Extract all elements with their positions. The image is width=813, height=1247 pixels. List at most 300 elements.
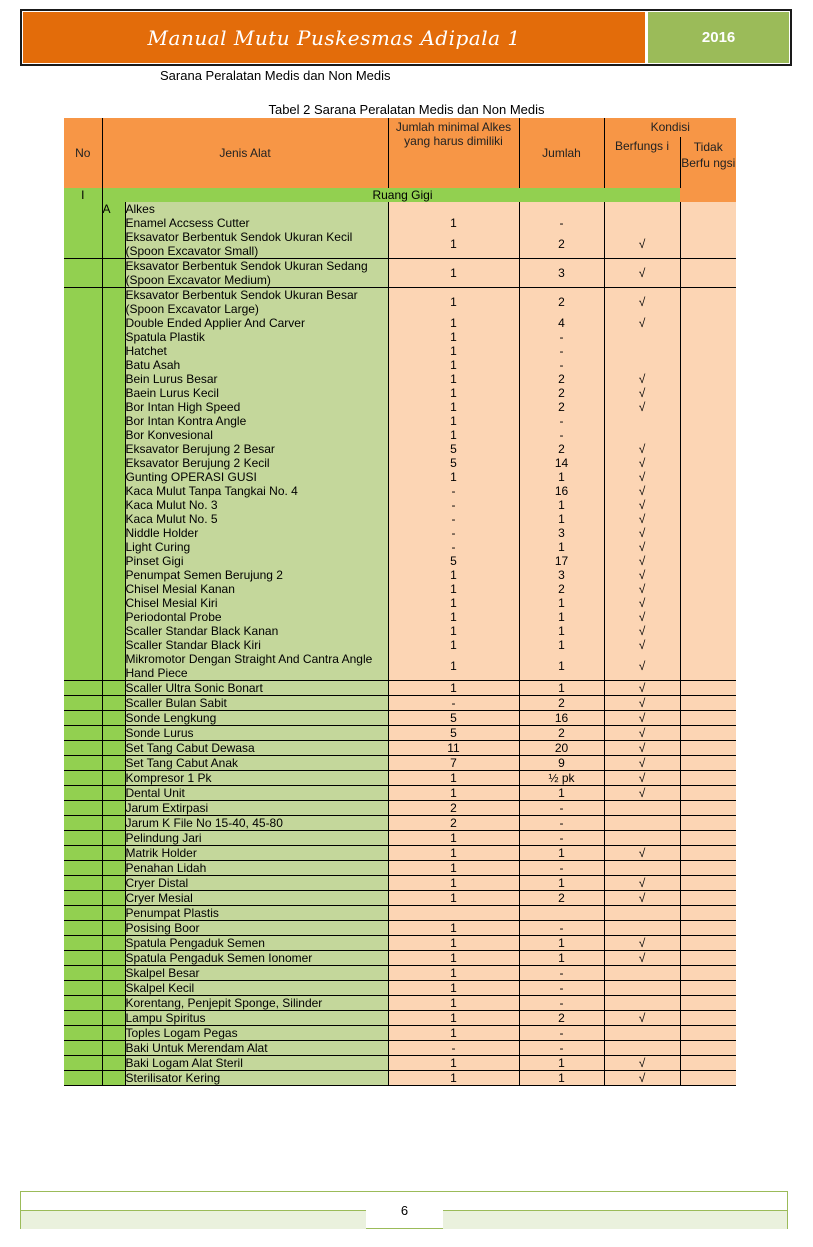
table-row	[64, 498, 736, 512]
table-row	[64, 1041, 736, 1056]
row-no-cell	[64, 540, 102, 554]
item-qty: -	[519, 330, 604, 344]
row-sub-cell	[102, 498, 125, 512]
item-qty: 1	[519, 540, 604, 554]
row-no-cell	[64, 596, 102, 610]
item-min-qty: 1	[388, 259, 519, 288]
item-qty: 1	[519, 846, 604, 861]
table-row	[64, 344, 736, 358]
row-sub-cell	[102, 428, 125, 442]
table-row	[64, 386, 736, 400]
item-min-qty: 1	[388, 981, 519, 996]
item-functional	[604, 801, 680, 816]
col-header-jumlah: Jumlah	[519, 118, 604, 188]
row-sub-cell	[102, 891, 125, 906]
item-not-functional	[680, 259, 736, 288]
item-not-functional	[680, 786, 736, 801]
table-row	[64, 400, 736, 414]
item-name: Spatula Plastik	[125, 330, 388, 344]
item-min-qty: 5	[388, 442, 519, 456]
item-min-qty: 1	[388, 316, 519, 330]
row-no-cell	[64, 230, 102, 259]
row-sub-cell	[102, 801, 125, 816]
item-name: Matrik Holder	[125, 846, 388, 861]
item-min-qty: -	[388, 484, 519, 498]
row-no-cell	[64, 259, 102, 288]
item-functional	[604, 831, 680, 846]
item-functional: √	[604, 696, 680, 711]
row-no-cell	[64, 456, 102, 470]
item-not-functional	[680, 711, 736, 726]
item-qty: 17	[519, 554, 604, 568]
row-no-cell	[64, 386, 102, 400]
item-functional: √	[604, 711, 680, 726]
item-name: Spatula Pengaduk Semen Ionomer	[125, 951, 388, 966]
row-sub-cell	[102, 906, 125, 921]
item-qty: -	[519, 1041, 604, 1056]
row-sub-cell	[102, 400, 125, 414]
table-row	[64, 1056, 736, 1071]
item-functional: √	[604, 596, 680, 610]
item-name: Spatula Pengaduk Semen	[125, 936, 388, 951]
item-qty: 9	[519, 756, 604, 771]
row-no-cell	[64, 726, 102, 741]
item-qty: 1	[519, 512, 604, 526]
item-name: Pinset Gigi	[125, 554, 388, 568]
item-qty: -	[519, 801, 604, 816]
col-header-kondisi: Kondisi	[604, 118, 736, 137]
table-row	[64, 288, 736, 317]
item-functional: √	[604, 846, 680, 861]
item-min-qty: 2	[388, 816, 519, 831]
item-name: Eksavator Berbentuk Sendok Ukuran Besar (Spoon Excavator Large)	[125, 288, 388, 317]
item-functional	[604, 996, 680, 1011]
item-not-functional	[680, 414, 736, 428]
row-no-cell	[64, 554, 102, 568]
item-min-qty: 1	[388, 470, 519, 484]
row-sub-cell	[102, 966, 125, 981]
row-sub-cell	[102, 638, 125, 652]
row-sub-cell	[102, 756, 125, 771]
row-no-cell	[64, 484, 102, 498]
item-min-qty: 1	[388, 400, 519, 414]
page-number: 6	[400, 1202, 409, 1218]
item-functional	[604, 216, 680, 230]
row-no-cell	[64, 316, 102, 330]
item-name: Bor Intan Kontra Angle	[125, 414, 388, 428]
item-min-qty: 1	[388, 582, 519, 596]
item-min-qty: 1	[388, 610, 519, 624]
item-functional: √	[604, 638, 680, 652]
item-functional: √	[604, 526, 680, 540]
item-functional: √	[604, 652, 680, 681]
item-functional: √	[604, 498, 680, 512]
item-not-functional	[680, 1056, 736, 1071]
item-name: Eksavator Berbentuk Sendok Ukuran Sedang (Spoon Excavator Medium)	[125, 259, 388, 288]
item-functional	[604, 330, 680, 344]
item-min-qty: 1	[388, 386, 519, 400]
row-no-cell	[64, 741, 102, 756]
item-qty: -	[519, 981, 604, 996]
item-not-functional	[680, 816, 736, 831]
table-row	[64, 906, 736, 921]
item-not-functional	[680, 316, 736, 330]
item-name: Double Ended Applier And Carver	[125, 316, 388, 330]
item-qty: 3	[519, 526, 604, 540]
item-not-functional	[680, 801, 736, 816]
row-sub-cell	[102, 358, 125, 372]
item-qty: -	[519, 921, 604, 936]
table-row	[64, 512, 736, 526]
item-min-qty: -	[388, 540, 519, 554]
row-no-cell	[64, 624, 102, 638]
row-no-cell	[64, 1041, 102, 1056]
item-name: Enamel Accsess Cutter	[125, 216, 388, 230]
table-row	[64, 891, 736, 906]
item-not-functional	[680, 1071, 736, 1086]
row-sub-cell	[102, 344, 125, 358]
row-no-cell	[64, 846, 102, 861]
row-no-cell	[64, 876, 102, 891]
item-not-functional	[680, 652, 736, 681]
item-min-qty: 1	[388, 861, 519, 876]
item-qty: 1	[519, 936, 604, 951]
row-sub-cell	[102, 582, 125, 596]
table-row	[64, 596, 736, 610]
item-qty: -	[519, 831, 604, 846]
row-sub-cell	[102, 372, 125, 386]
row-sub-cell	[102, 568, 125, 582]
table-row	[64, 921, 736, 936]
item-min-qty: -	[388, 512, 519, 526]
row-sub-cell	[102, 216, 125, 230]
table-row	[64, 330, 736, 344]
item-not-functional	[680, 696, 736, 711]
item-qty: -	[519, 344, 604, 358]
item-functional: √	[604, 400, 680, 414]
item-min-qty: -	[388, 1041, 519, 1056]
section-heading: Sarana Peralatan Medis dan Non Medis	[160, 68, 391, 83]
item-functional: √	[604, 786, 680, 801]
item-name: Kaca Mulut Tanpa Tangkai No. 4	[125, 484, 388, 498]
item-functional: √	[604, 456, 680, 470]
item-qty: 2	[519, 891, 604, 906]
item-functional: √	[604, 442, 680, 456]
group-code: A	[102, 202, 125, 216]
item-functional: √	[604, 741, 680, 756]
row-no-cell	[64, 442, 102, 456]
item-not-functional	[680, 906, 736, 921]
row-sub-cell	[102, 610, 125, 624]
item-name: Baki Untuk Merendam Alat	[125, 1041, 388, 1056]
item-min-qty: 1	[388, 1026, 519, 1041]
row-no-cell	[64, 216, 102, 230]
col-header-minimal: Jumlah minimal Alkes yang harus dimiliki	[388, 118, 519, 188]
item-min-qty: 1	[388, 996, 519, 1011]
table-row	[64, 861, 736, 876]
item-functional: √	[604, 756, 680, 771]
row-no-cell	[64, 582, 102, 596]
row-sub-cell	[102, 512, 125, 526]
table-row	[64, 1011, 736, 1026]
item-name: Periodontal Probe	[125, 610, 388, 624]
row-no-cell	[64, 610, 102, 624]
item-not-functional	[680, 554, 736, 568]
item-min-qty: -	[388, 526, 519, 540]
item-name: Niddle Holder	[125, 526, 388, 540]
col-header-berfungsi: Berfungs i	[604, 137, 680, 188]
row-sub-cell	[102, 230, 125, 259]
item-name: Kaca Mulut No. 5	[125, 512, 388, 526]
item-functional	[604, 861, 680, 876]
item-name: Cryer Distal	[125, 876, 388, 891]
item-qty: -	[519, 428, 604, 442]
item-name: Jarum K File No 15-40, 45-80	[125, 816, 388, 831]
table-row	[64, 216, 736, 230]
item-min-qty: 1	[388, 330, 519, 344]
table-row	[64, 456, 736, 470]
table-row	[64, 554, 736, 568]
item-min-qty: 1	[388, 638, 519, 652]
item-functional	[604, 1026, 680, 1041]
item-functional	[604, 344, 680, 358]
item-functional: √	[604, 540, 680, 554]
item-name: Scaller Bulan Sabit	[125, 696, 388, 711]
row-no-cell	[64, 344, 102, 358]
row-sub-cell	[102, 386, 125, 400]
row-sub-cell	[102, 1056, 125, 1071]
row-no-cell	[64, 372, 102, 386]
item-not-functional	[680, 771, 736, 786]
item-functional	[604, 816, 680, 831]
item-qty: 2	[519, 230, 604, 259]
item-min-qty: 1	[388, 846, 519, 861]
item-functional: √	[604, 316, 680, 330]
item-not-functional	[680, 726, 736, 741]
item-not-functional	[680, 638, 736, 652]
item-name: Eksavator Berujung 2 Kecil	[125, 456, 388, 470]
item-functional: √	[604, 512, 680, 526]
item-not-functional	[680, 358, 736, 372]
item-min-qty: 1	[388, 681, 519, 696]
row-sub-cell	[102, 526, 125, 540]
table-row	[64, 801, 736, 816]
item-min-qty: 1	[388, 951, 519, 966]
item-name: Dental Unit	[125, 786, 388, 801]
item-name: Set Tang Cabut Anak	[125, 756, 388, 771]
item-qty: -	[519, 966, 604, 981]
item-functional: √	[604, 891, 680, 906]
item-not-functional	[680, 484, 736, 498]
item-functional: √	[604, 624, 680, 638]
item-name: Baein Lurus Kecil	[125, 386, 388, 400]
item-name: Gunting OPERASI GUSI	[125, 470, 388, 484]
item-name: Sterilisator Kering	[125, 1071, 388, 1086]
item-min-qty: 1	[388, 966, 519, 981]
item-min-qty: 5	[388, 711, 519, 726]
item-not-functional	[680, 512, 736, 526]
item-functional	[604, 428, 680, 442]
item-not-functional	[680, 1026, 736, 1041]
item-not-functional	[680, 568, 736, 582]
item-not-functional	[680, 498, 736, 512]
item-not-functional	[680, 526, 736, 540]
item-qty: 2	[519, 696, 604, 711]
row-sub-cell	[102, 921, 125, 936]
row-sub-cell	[102, 1041, 125, 1056]
item-not-functional	[680, 582, 736, 596]
row-no-cell	[64, 526, 102, 540]
table-row	[64, 726, 736, 741]
row-no-cell	[64, 568, 102, 582]
page-footer	[20, 1191, 788, 1229]
row-no-cell	[64, 891, 102, 906]
item-qty: 14	[519, 456, 604, 470]
item-functional: √	[604, 386, 680, 400]
row-sub-cell	[102, 831, 125, 846]
row-no-cell	[64, 358, 102, 372]
item-qty: -	[519, 816, 604, 831]
item-name: Bor Konvesional	[125, 428, 388, 442]
table-row	[64, 372, 736, 386]
item-functional: √	[604, 554, 680, 568]
item-not-functional	[680, 596, 736, 610]
item-name: Sonde Lurus	[125, 726, 388, 741]
item-name: Set Tang Cabut Dewasa	[125, 741, 388, 756]
item-qty: 1	[519, 786, 604, 801]
row-no-cell	[64, 1071, 102, 1086]
header-banner	[20, 9, 792, 66]
item-not-functional	[680, 456, 736, 470]
row-no-cell	[64, 498, 102, 512]
item-functional: √	[604, 372, 680, 386]
item-not-functional	[680, 846, 736, 861]
row-no-cell	[64, 414, 102, 428]
item-functional	[604, 921, 680, 936]
item-not-functional	[680, 996, 736, 1011]
item-qty: 1	[519, 1056, 604, 1071]
row-sub-cell	[102, 1071, 125, 1086]
row-no-cell	[64, 470, 102, 484]
room-number: I	[64, 188, 102, 202]
header-year: 2016	[648, 12, 789, 63]
item-functional	[604, 981, 680, 996]
row-sub-cell	[102, 596, 125, 610]
item-qty: -	[519, 414, 604, 428]
item-qty: 16	[519, 484, 604, 498]
item-min-qty: 1	[388, 230, 519, 259]
table-caption: Tabel 2 Sarana Peralatan Medis dan Non Medis	[268, 102, 545, 117]
row-no-cell	[64, 951, 102, 966]
row-no-cell	[64, 756, 102, 771]
footer-right-block	[443, 1192, 787, 1228]
item-qty: 1	[519, 951, 604, 966]
row-sub-cell	[102, 936, 125, 951]
equipment-table	[64, 118, 736, 1086]
item-functional: √	[604, 951, 680, 966]
item-not-functional	[680, 442, 736, 456]
item-min-qty: 1	[388, 344, 519, 358]
table-row	[64, 816, 736, 831]
table-row	[64, 638, 736, 652]
table-row	[64, 681, 736, 696]
item-qty: 20	[519, 741, 604, 756]
item-functional: √	[604, 470, 680, 484]
table-row	[64, 936, 736, 951]
item-min-qty: 5	[388, 554, 519, 568]
item-min-qty: 1	[388, 936, 519, 951]
item-functional	[604, 966, 680, 981]
row-sub-cell	[102, 414, 125, 428]
row-no-cell	[64, 1011, 102, 1026]
table-row	[64, 771, 736, 786]
item-qty: 1	[519, 498, 604, 512]
item-name: Batu Asah	[125, 358, 388, 372]
row-no-cell	[64, 681, 102, 696]
item-min-qty: 1	[388, 1011, 519, 1026]
table-row	[64, 316, 736, 330]
item-name: Kompresor 1 Pk	[125, 771, 388, 786]
item-name: Bein Lurus Besar	[125, 372, 388, 386]
item-functional: √	[604, 288, 680, 317]
room-row	[64, 188, 736, 202]
item-not-functional	[680, 756, 736, 771]
item-qty: 16	[519, 711, 604, 726]
row-no-cell	[64, 936, 102, 951]
item-name: Cryer Mesial	[125, 891, 388, 906]
item-name: Penumpat Plastis	[125, 906, 388, 921]
item-min-qty: 1	[388, 414, 519, 428]
item-functional: √	[604, 610, 680, 624]
row-no-cell	[64, 996, 102, 1011]
item-qty: 3	[519, 259, 604, 288]
item-functional: √	[604, 1056, 680, 1071]
item-qty: -	[519, 216, 604, 230]
item-not-functional	[680, 921, 736, 936]
row-no-cell	[64, 400, 102, 414]
item-not-functional	[680, 936, 736, 951]
item-qty: 2	[519, 1011, 604, 1026]
row-no-cell	[64, 652, 102, 681]
row-no-cell	[64, 831, 102, 846]
item-name: Korentang, Penjepit Sponge, Silinder	[125, 996, 388, 1011]
row-no-cell	[64, 981, 102, 996]
item-name: Light Curing	[125, 540, 388, 554]
item-qty: 2	[519, 726, 604, 741]
item-qty: -	[519, 996, 604, 1011]
table-row	[64, 876, 736, 891]
item-name: Chisel Mesial Kiri	[125, 596, 388, 610]
item-qty: 1	[519, 470, 604, 484]
item-functional: √	[604, 484, 680, 498]
item-functional: √	[604, 726, 680, 741]
item-name: Penumpat Semen Berujung 2	[125, 568, 388, 582]
item-functional: √	[604, 771, 680, 786]
table-row	[64, 414, 736, 428]
table-row	[64, 786, 736, 801]
item-qty: 1	[519, 638, 604, 652]
row-sub-cell	[102, 996, 125, 1011]
table-row	[64, 624, 736, 638]
table-row	[64, 230, 736, 259]
row-sub-cell	[102, 1026, 125, 1041]
item-qty: 1	[519, 596, 604, 610]
item-functional	[604, 358, 680, 372]
header-title: Manual Mutu Puskesmas Adipala 1	[23, 12, 645, 63]
row-no-cell	[64, 696, 102, 711]
item-not-functional	[680, 966, 736, 981]
item-min-qty: 1	[388, 876, 519, 891]
